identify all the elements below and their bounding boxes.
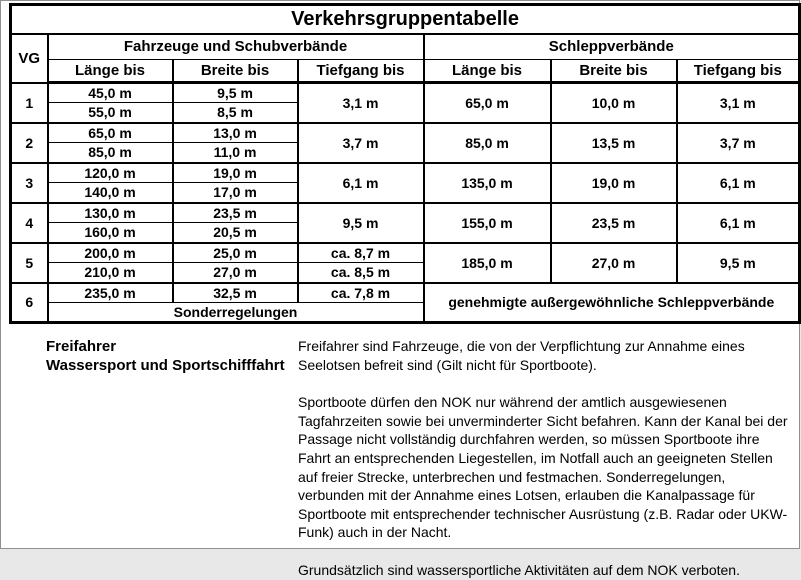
fz-tiefgang: ca. 8,7 m bbox=[298, 243, 424, 263]
sv-breite: 27,0 m bbox=[551, 243, 677, 283]
fz-laenge: 140,0 m bbox=[48, 183, 173, 203]
col-header-vg: VG bbox=[11, 34, 48, 83]
fz-breite: 19,0 m bbox=[173, 163, 298, 183]
sv-breite: 10,0 m bbox=[551, 83, 677, 123]
fz-sonderregelungen: Sonderregelungen bbox=[48, 303, 424, 323]
table-header-row-1 bbox=[11, 34, 800, 60]
fz-breite: 8,5 m bbox=[173, 103, 298, 123]
sv-tiefgang: 6,1 m bbox=[677, 163, 800, 203]
notes-label-freifahrer: Freifahrer bbox=[46, 338, 117, 355]
sv-breite: 23,5 m bbox=[551, 203, 677, 243]
fz-laenge: 235,0 m bbox=[48, 283, 173, 303]
fz-tiefgang: 6,1 m bbox=[298, 163, 424, 203]
table-title: Verkehrsgruppentabelle bbox=[11, 5, 800, 34]
col-header-laenge-fz: Länge bis bbox=[48, 60, 173, 83]
fz-tiefgang: 9,5 m bbox=[298, 203, 424, 243]
fz-tiefgang: ca. 7,8 m bbox=[298, 283, 424, 303]
vg-number: 1 bbox=[11, 83, 48, 123]
fz-breite: 27,0 m bbox=[173, 263, 298, 283]
fz-breite: 32,5 m bbox=[173, 283, 298, 303]
vg-number: 2 bbox=[11, 123, 48, 163]
sv-breite: 19,0 m bbox=[551, 163, 677, 203]
fz-breite: 13,0 m bbox=[173, 123, 298, 143]
vg-number: 3 bbox=[11, 163, 48, 203]
fz-tiefgang: 3,7 m bbox=[298, 123, 424, 163]
fz-laenge: 55,0 m bbox=[48, 103, 173, 123]
sv-tiefgang: 3,7 m bbox=[677, 123, 800, 163]
notes-label-wassersport: Wassersport und Sportschifffahrt bbox=[46, 356, 285, 374]
fz-breite: 25,0 m bbox=[173, 243, 298, 263]
col-header-breite-fz: Breite bis bbox=[173, 60, 298, 83]
col-header-laenge-sv: Länge bis bbox=[424, 60, 551, 83]
sv-tiefgang: 3,1 m bbox=[677, 83, 800, 123]
sv-sonderfall: genehmigte außergewöhnliche Schleppverbände bbox=[424, 283, 800, 323]
table-row-vg5-a bbox=[11, 243, 800, 263]
fz-laenge: 210,0 m bbox=[48, 263, 173, 283]
vg-number: 6 bbox=[11, 283, 48, 323]
sv-tiefgang: 9,5 m bbox=[677, 243, 800, 283]
table-header-row-2 bbox=[11, 60, 800, 83]
fz-laenge: 45,0 m bbox=[48, 83, 173, 103]
fz-laenge: 160,0 m bbox=[48, 223, 173, 243]
fz-breite: 9,5 m bbox=[173, 83, 298, 103]
fz-laenge: 85,0 m bbox=[48, 143, 173, 163]
col-header-tiefgang-fz: Tiefgang bis bbox=[298, 60, 424, 83]
fz-breite: 23,5 m bbox=[173, 203, 298, 223]
fz-laenge: 200,0 m bbox=[48, 243, 173, 263]
fz-breite: 11,0 m bbox=[173, 143, 298, 163]
notes-paragraph-freifahrer: Freifahrer sind Fahrzeuge, die von der Verpflichtung zur Annahme eines Seelotsen befreit sind (Gilt nicht für Sportboote). bbox=[298, 338, 745, 373]
sv-laenge: 155,0 m bbox=[424, 203, 551, 243]
fz-breite: 20,5 m bbox=[173, 223, 298, 243]
table-row-vg4-a bbox=[11, 203, 800, 223]
notes-paragraph-sportboote: Sportboote dürfen den NOK nur während der amtlich ausgewiesenen Tagfahrzeiten sowie bei unverminderter Sicht befahren. Kann der Kanal bei der Passage nicht vollständig durchfahren werden, so müssen Sportboote ihre Fahrt an entsprechenden Liegestellen, im Notfall auch an geeigneten Stellen auf freier Strecke, unterbrechen und festmachen. Sonderregelungen, verbunden mit der Annahme eines Lotsen, erlauben die Kanalpassage für Sportboote mit entsprechender technischer Ausrüstung (z.B. Radar oder UKW-Funk) auch in der Nacht. bbox=[298, 394, 788, 541]
sv-laenge: 85,0 m bbox=[424, 123, 551, 163]
col-header-breite-sv: Breite bis bbox=[551, 60, 677, 83]
col-header-tiefgang-sv: Tiefgang bis bbox=[677, 60, 800, 83]
table-row-vg3-a bbox=[11, 163, 800, 183]
fz-tiefgang: 3,1 m bbox=[298, 83, 424, 123]
fz-tiefgang: ca. 8,5 m bbox=[298, 263, 424, 283]
sv-laenge: 65,0 m bbox=[424, 83, 551, 123]
fz-laenge: 65,0 m bbox=[48, 123, 173, 143]
col-header-schleppverbaende: Schleppverbände bbox=[424, 34, 800, 60]
fz-laenge: 120,0 m bbox=[48, 163, 173, 183]
col-header-fahrzeuge-und-schubverbaende: Fahrzeuge und Schubverbände bbox=[48, 34, 424, 60]
sv-tiefgang: 6,1 m bbox=[677, 203, 800, 243]
vg-number: 4 bbox=[11, 203, 48, 243]
fz-breite: 17,0 m bbox=[173, 183, 298, 203]
table-row-vg1-a bbox=[11, 83, 800, 103]
sv-laenge: 135,0 m bbox=[424, 163, 551, 203]
vg-number: 5 bbox=[11, 243, 48, 283]
verkehrsgruppen-table bbox=[9, 3, 801, 324]
sv-breite: 13,5 m bbox=[551, 123, 677, 163]
notes-paragraph-verbot: Grundsätzlich sind wassersportliche Aktivitäten auf dem NOK verboten. bbox=[298, 561, 740, 578]
table-row-vg6-a bbox=[11, 283, 800, 303]
table-title-row bbox=[11, 5, 800, 34]
sv-laenge: 185,0 m bbox=[424, 243, 551, 283]
notes-label bbox=[46, 338, 285, 375]
fz-laenge: 130,0 m bbox=[48, 203, 173, 223]
notes-body bbox=[298, 337, 795, 580]
table-row-vg2-a bbox=[11, 123, 800, 143]
